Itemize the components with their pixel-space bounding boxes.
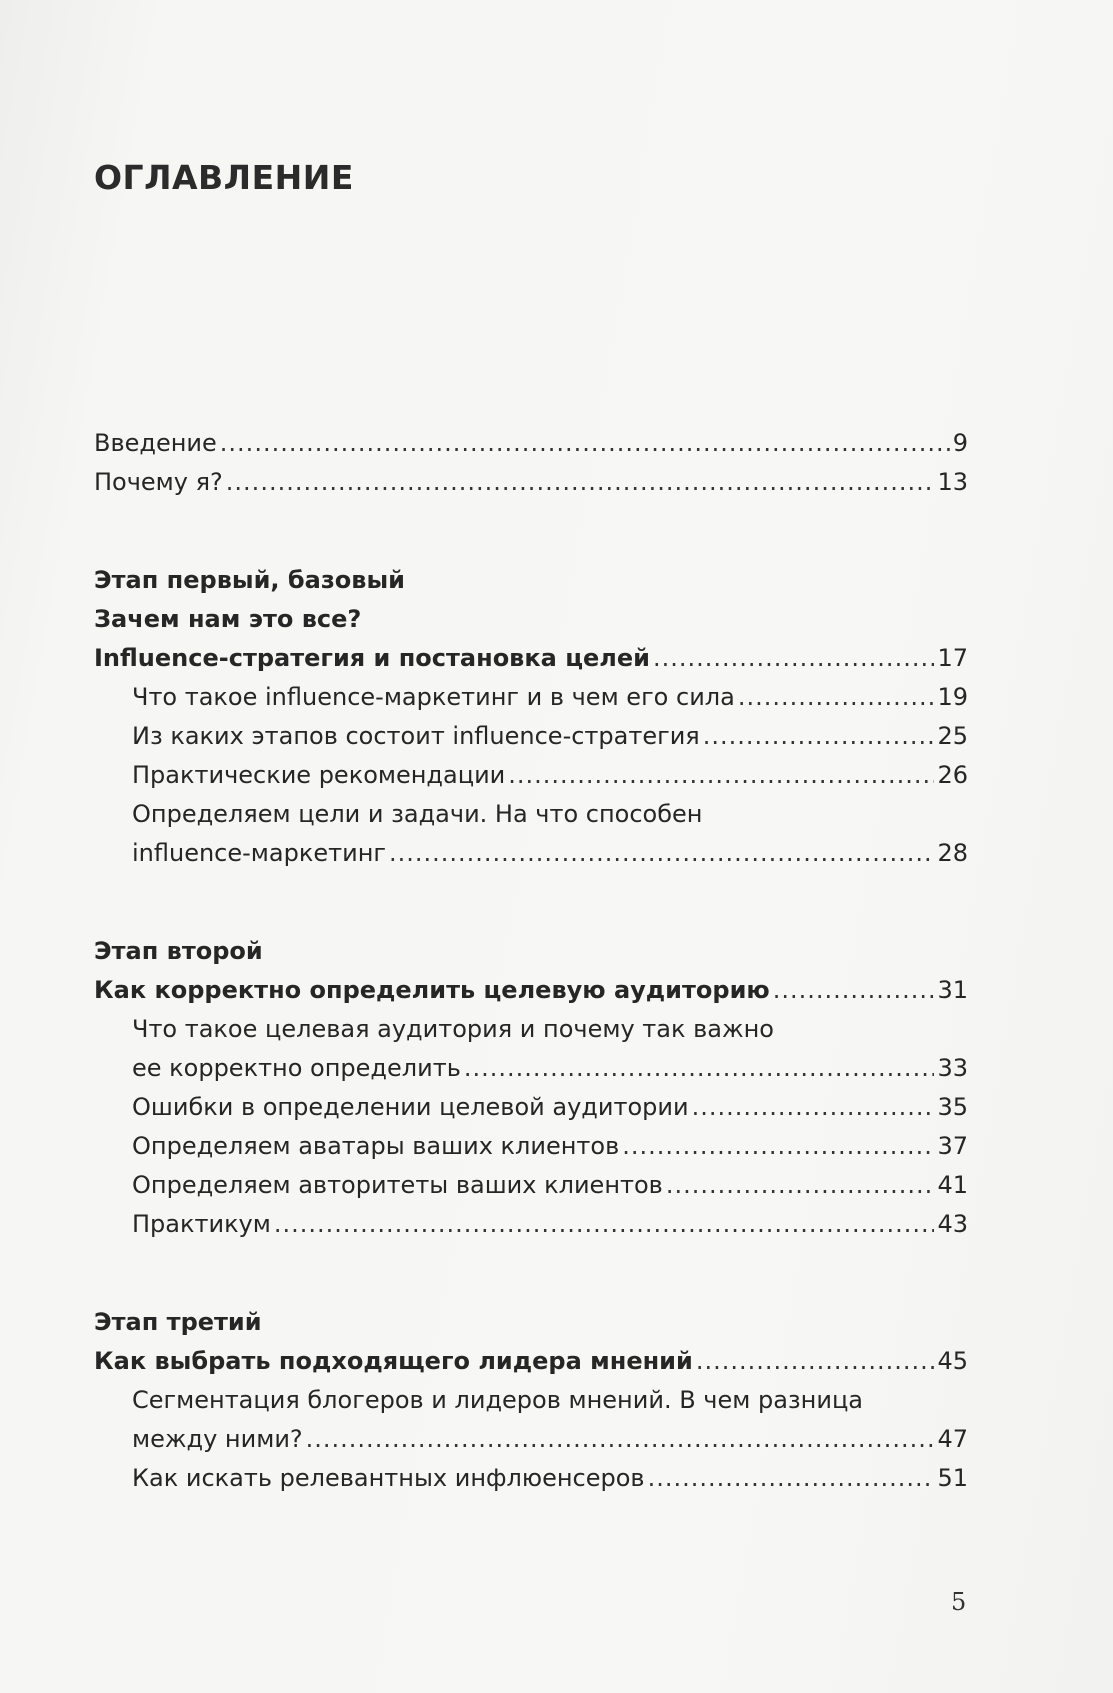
toc-title: ОГЛАВЛЕНИЕ <box>94 158 354 197</box>
toc-entry-why-me: Почему я? ..... 13 <box>94 463 968 502</box>
stage-2-heading: Как корректно определить целевую аудиторию ..... 31 <box>94 971 968 1010</box>
toc-entry: Определяем аватары ваших клиентов ..... 37 <box>94 1127 968 1166</box>
toc-entry-intro: Введение ..... 9 <box>94 424 968 463</box>
toc-entry-line1: Что такое целевая аудитория и почему так важно <box>132 1015 774 1043</box>
toc-entry: Практические рекомендации ..... 26 <box>94 756 968 795</box>
table-of-contents <box>94 156 968 1498</box>
toc-entry: Как искать релевантных инфлюенсеров ..... 51 <box>94 1459 968 1498</box>
stage-3-heading: Как выбрать подходящего лидера мнений ..... 45 <box>94 1342 968 1381</box>
toc-entry-line1: Определяем цели и задачи. На что способен <box>132 800 703 828</box>
toc-entry-line1: Сегментация блогеров и лидеров мнений. В чем разница <box>132 1386 864 1414</box>
toc-entry: influence-маркетинг ..... 28 <box>94 834 968 873</box>
toc-entry: Ошибки в определении целевой аудитории ..... 35 <box>94 1088 968 1127</box>
page-number: 5 <box>951 1588 967 1616</box>
toc-entry: Определяем авторитеты ваших клиентов ..... 41 <box>94 1166 968 1205</box>
stage-3-title: Этап третий <box>94 1308 262 1336</box>
toc-entry: ее корректно определить ..... 33 <box>94 1049 968 1088</box>
toc-entry: Практикум ..... 43 <box>94 1205 968 1244</box>
stage-2-title: Этап второй <box>94 937 263 965</box>
stage-1-subtitle: Зачем нам это все? <box>94 605 362 633</box>
toc-entry: между ними? ..... 47 <box>94 1420 968 1459</box>
stage-1-title: Этап первый, базовый <box>94 566 405 594</box>
toc-entry: Что такое influence-маркетинг и в чем его сила ..... 19 <box>94 678 968 717</box>
toc-entry: Из каких этапов состоит influence-стратегия ..... 25 <box>94 717 968 756</box>
stage-1-heading: Influence-стратегия и постановка целей ..... 17 <box>94 639 968 678</box>
